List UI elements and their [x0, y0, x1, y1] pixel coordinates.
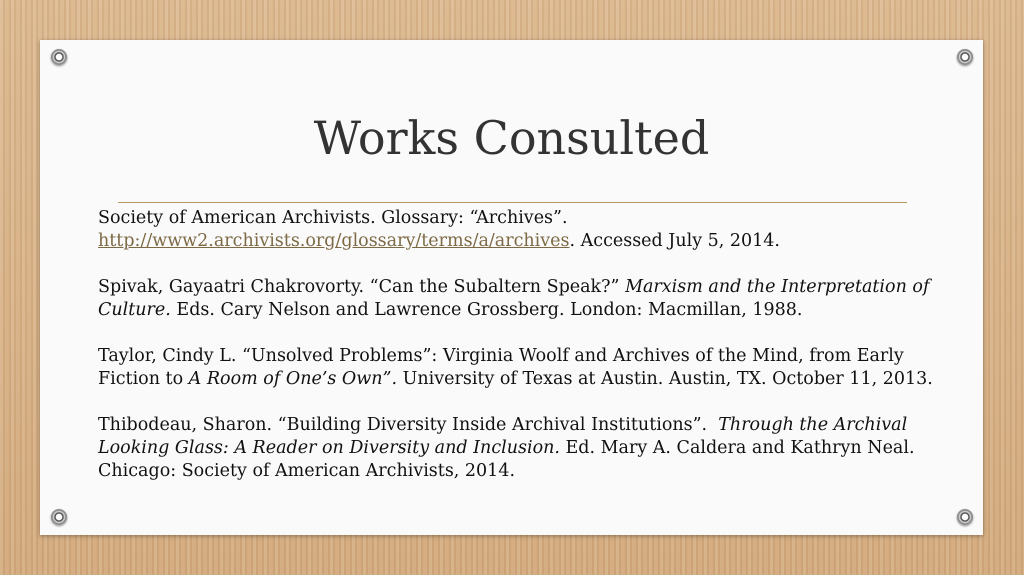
pushpin-icon	[957, 509, 973, 525]
reference-text: . Accessed July 5, 2014.	[569, 231, 780, 251]
reference-item	[98, 345, 938, 391]
pushpin-icon	[957, 49, 973, 65]
reference-text: Society of American Archivists. Glossary: “Archives”.	[98, 208, 568, 228]
reference-text: University of Texas at Austin. Austin, TX. October 11, 2013.	[397, 369, 933, 389]
reference-item	[98, 276, 938, 322]
slide-title: Works Consulted	[313, 111, 710, 165]
reference-text: Spivak, Gayaatri Chakrovorty. “Can the Subaltern Speak?”	[98, 277, 626, 297]
slide	[40, 40, 983, 535]
title-divider	[118, 202, 907, 203]
pushpin-icon	[51, 509, 67, 525]
reference-italic-title: Marxism and the Interpretation of Culture.	[98, 277, 930, 320]
pushpin-icon	[51, 49, 67, 65]
reference-text: Thibodeau, Sharon. “Building Diversity Inside Archival Institutions”.	[98, 415, 719, 435]
reference-link[interactable]: http://www2.archivists.org/glossary/terms/a/archives	[98, 231, 570, 251]
reference-item	[98, 414, 938, 483]
reference-italic-title: Through the Archival Looking Glass: A Reader on Diversity and Inclusion.	[98, 415, 908, 458]
reference-list	[98, 207, 938, 483]
reference-item	[98, 207, 938, 253]
reference-text: Eds. Cary Nelson and Lawrence Grossberg. London: Macmillan, 1988.	[170, 300, 803, 320]
reference-italic-title: A Room of One’s Own”.	[188, 369, 398, 389]
reference-text: Ed. Mary A. Caldera and Kathryn Neal. Chicago: Society of American Archivists, 2014.	[98, 438, 915, 481]
reference-text: Taylor, Cindy L. “Unsolved Problems”: Virginia Woolf and Archives of the Mind, from Early Fiction to	[98, 346, 904, 389]
